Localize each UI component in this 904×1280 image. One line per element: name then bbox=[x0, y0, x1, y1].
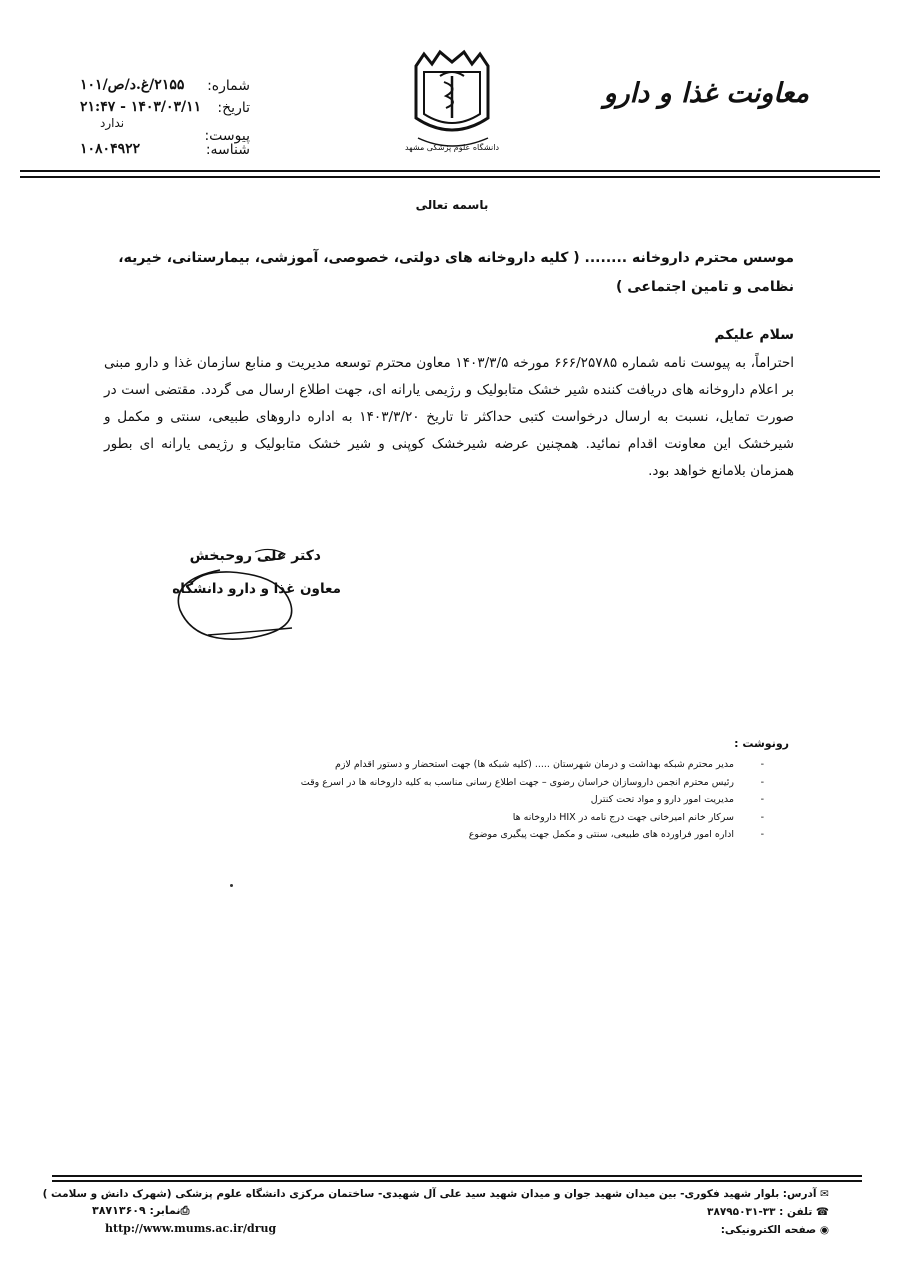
basmala: باسمه تعالی bbox=[415, 198, 489, 212]
scan-speck bbox=[230, 884, 233, 887]
footer-website-link[interactable]: http://www.mums.ac.ir/drug bbox=[105, 1222, 277, 1235]
envelope-icon: ✉ bbox=[816, 1188, 829, 1200]
salutation: سلام علیکم bbox=[714, 327, 794, 343]
header-divider-secondary bbox=[20, 176, 880, 178]
attachment-label: پیوست: bbox=[204, 128, 250, 144]
number-label: شماره: bbox=[207, 78, 250, 94]
list-item: - رئیس محترم انجمن داروسازان خراسان رضوی – جهت اطلاع رسانی مناسب به کلیه داروخانه ها در اسرع وقت bbox=[300, 776, 764, 788]
footer-website-label: ◉ صفحه الکترونیکی: bbox=[720, 1224, 829, 1236]
addressee: موسس محترم داروخانه ........ ( کلیه داروخانه های دولتی، خصوصی، آموزشی، بیمارستانی، خیریه، نظامی و تامین اجتماعی ) bbox=[118, 250, 794, 295]
header-divider bbox=[20, 170, 880, 172]
list-item: - مدیر محترم شبکه بهداشت و درمان شهرستان ..... (کلیه شبکه ها) جهت استحضار و دستور اقدام لازم bbox=[334, 759, 764, 770]
cc-title: رونوشت : bbox=[734, 737, 789, 750]
footer-divider-secondary bbox=[52, 1180, 862, 1182]
number-value: ۲۱۵۵/غ.د/ص/۱۰۱ bbox=[80, 77, 185, 93]
signatory-name: دکتر علی روحبخش bbox=[189, 548, 321, 564]
date-value: ۱۴۰۳/۰۳/۱۱ - ۲۱:۴۷ bbox=[80, 99, 202, 115]
footer-phone: ☎ تلفن : ۳۳-۳۸۷۹۵۰۳۱ bbox=[707, 1206, 829, 1218]
footer-divider bbox=[52, 1175, 862, 1177]
letter-meta bbox=[80, 78, 250, 164]
globe-icon: ◉ bbox=[816, 1224, 829, 1236]
attachment-value: ندارد bbox=[100, 116, 125, 130]
cc-list bbox=[214, 756, 764, 844]
department-title: معاونت غذا و دارو bbox=[603, 78, 809, 109]
phone-icon: ☎ bbox=[812, 1206, 829, 1218]
fax-icon: ⎙ bbox=[180, 1204, 190, 1217]
signatory-role: معاون غذا و دارو دانشگاه bbox=[172, 581, 341, 597]
university-seal-logo bbox=[404, 46, 500, 156]
id-label: شناسه: bbox=[205, 142, 250, 158]
list-item: - مدیریت امور دارو و مواد تحت کنترل bbox=[590, 794, 764, 805]
list-item: - اداره امور فراورده های طبیعی، سنتی و مکمل جهت پیگیری موضوع bbox=[468, 829, 764, 840]
footer-fax: ⎙نمابر: ۳۸۷۱۳۶۰۹ bbox=[92, 1204, 190, 1217]
letter-body: احتراماً، به پیوست نامه شماره ۶۶۶/۲۵۷۸۵ مورخه ۱۴۰۳/۳/۵ معاون محترم توسعه مدیریت و منابع سازمان غذا و دارو مبنی بر اعلام داروخانه های دریافت کننده شیر خشک متابولیک و رژیمی یارانه ای، جهت اطلاع ارسال می گردد. مقتضی است در صورت تمایل، نسبت به ارسال درخواست کتبی حداکثر تا تاریخ ۱۴۰۳/۳/۲۰ به اداره داروهای طبیعی، سنتی و مکمل و شیرخشک این معاونت اقدام نمائید. همچنین عرضه شیرخشک کوپنی و شیر خشک متابولیک و رژیمی یارانه ای بطور همزمان بلامانع خواهد بود. bbox=[104, 355, 795, 479]
seal-text: دانشگاه علوم پزشکی مشهد bbox=[404, 143, 500, 152]
id-value: ۱۰۸۰۴۹۲۲ bbox=[80, 141, 141, 157]
footer-address: ✉ آدرس: بلوار شهید فکوری- بین میدان شهید جوان و میدان شهید سید علی آل شهیدی- ساختمان مرکزی دانشگاه علوم پزشکی (شهرک دانش و سلامت ) bbox=[42, 1188, 829, 1200]
list-item: - سرکار خانم امیرخانی جهت درج نامه در HIX داروخانه ها bbox=[512, 811, 764, 823]
date-label: تاریخ: bbox=[217, 100, 250, 116]
